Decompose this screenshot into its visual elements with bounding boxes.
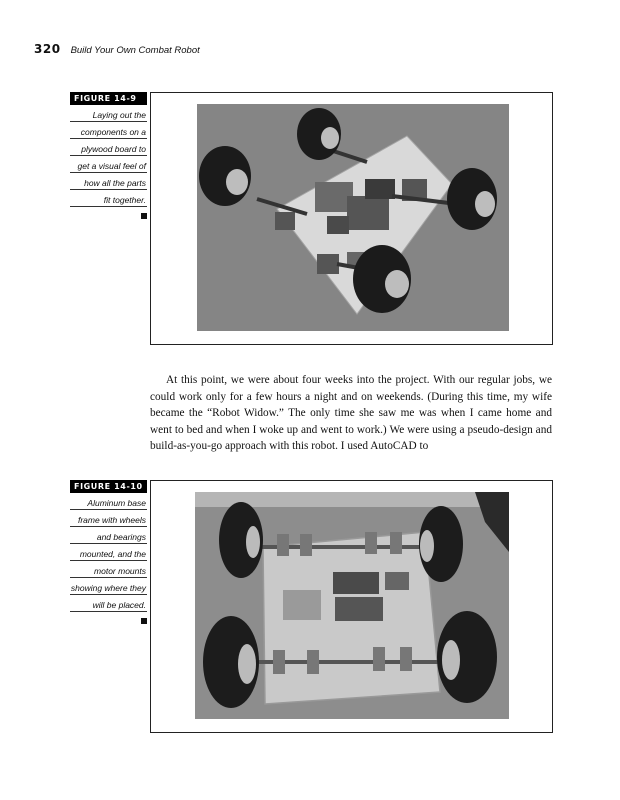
- caption-line: how all the parts: [70, 173, 147, 190]
- caption-line: frame with wheels: [70, 510, 147, 527]
- caption-line: will be placed.: [70, 595, 147, 612]
- page-number: 320: [34, 42, 61, 56]
- caption-line: mounted, and the: [70, 544, 147, 561]
- end-mark-icon: [141, 618, 147, 624]
- caption-line: and bearings: [70, 527, 147, 544]
- robot-frame-photo: [195, 492, 509, 719]
- figure-14-10-photo: [195, 492, 509, 719]
- figure-14-9-caption: [70, 92, 147, 219]
- figure-14-10-caption: [70, 480, 147, 624]
- caption-line: Aluminum base: [70, 493, 147, 510]
- caption-line: Laying out the: [70, 105, 147, 122]
- figure-14-9-photo: [197, 104, 509, 331]
- figure-label: FIGURE 14-9: [70, 92, 147, 105]
- robot-layout-photo: [197, 104, 509, 331]
- figure-label: FIGURE 14-10: [70, 480, 147, 493]
- caption-line: get a visual feel of: [70, 156, 147, 173]
- caption-line: plywood board to: [70, 139, 147, 156]
- book-title: Build Your Own Combat Robot: [70, 45, 200, 56]
- body-paragraph: At this point, we were about four weeks into the project. With our regular jobs, we could work only for a few hours a night and on weekends. (During this time, my wife became the “Robot Widow.” The only time she saw me was when I came home and went to bed and when I woke up and went to work.) We were using a pseudo-design and build-as-you-go approach with this robot. I used AutoCAD to: [150, 374, 552, 453]
- caption-line: fit together.: [70, 190, 147, 207]
- figure-14-9-frame: [150, 92, 553, 345]
- caption-line: showing where they: [70, 578, 147, 595]
- caption-line: components on a: [70, 122, 147, 139]
- end-mark-icon: [141, 213, 147, 219]
- figure-14-10-frame: [150, 480, 553, 733]
- caption-line: motor mounts: [70, 561, 147, 578]
- running-header: [34, 42, 200, 58]
